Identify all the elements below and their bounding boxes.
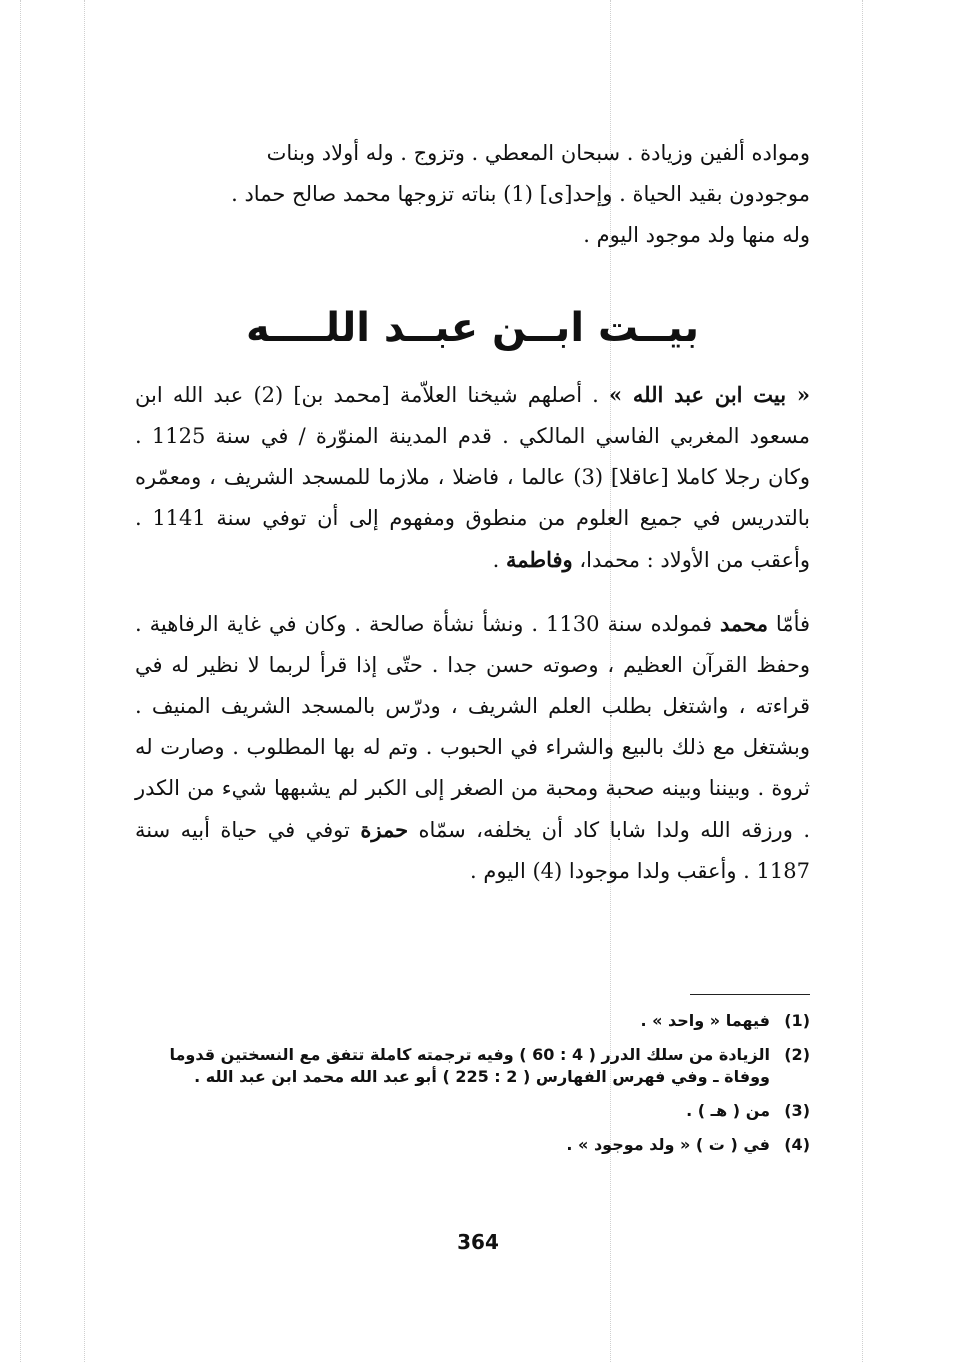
paragraph-end: توفي في حياة أبيه سنة 1187 . وأعقب ولدا موجودا (4) اليوم . xyxy=(135,818,810,883)
footnote-number: (3) xyxy=(784,1101,810,1120)
son-name-bold: حمزة xyxy=(360,817,409,842)
footnote-text: فيهما « واحد » . xyxy=(640,1011,770,1030)
family-name-bold: « بيت ابن عبد الله » xyxy=(609,382,810,407)
paragraph-start: فأمّا xyxy=(767,612,811,636)
footnote-number: (1) xyxy=(784,1011,810,1030)
footnote-number: (2) xyxy=(784,1045,810,1064)
paragraph-body: . أصلهم شيخنا العلاّمة [محمد بن] (2) عبد الله ابن مسعود المغربي الفاسي المالكي . قدم المدينة المنوّرة / في سنة 1125 . وكان رجلا كاملا [عاقلا] (3) عالما ، فاضلا ، ملازما للمسجد الشريف ، ومعمّره بالتدريس في جميع العلوم من منطوق ومفهوم إلى أن توفي سنة 1141 . وأعقب من الأولاد : محمدا، xyxy=(135,383,810,572)
section-heading: بيــت ابــن عبــد اللــــه xyxy=(246,305,699,351)
footnote xyxy=(135,1044,810,1088)
footnote-text: الزيادة من سلك الدرر ( 4 : 60 ) وفيه ترجمته كاملة تتفق مع النسختين قدوما ووفاة ـ وفي فهرس الفهارس ( 2 : 225 ) أبو عبد الله محمد ابن عبد الله . xyxy=(169,1045,770,1086)
scan-artifact-line xyxy=(862,0,863,1362)
paragraph-text xyxy=(135,603,810,892)
page-number: 364 xyxy=(457,1230,499,1254)
person-name-bold: محمد xyxy=(720,611,768,636)
footnote-text: من ( هـ ) . xyxy=(686,1101,770,1120)
child-name-bold: وفاطمة xyxy=(506,547,573,572)
text-line: ومواده ألفين وزيادة . سبحان المعطي . وتزوج . وله أولاد وبنات xyxy=(266,141,810,165)
scan-artifact-line xyxy=(20,0,21,1362)
top-paragraph xyxy=(135,133,810,256)
footnotes xyxy=(135,1010,810,1168)
paragraph-body: فمولده سنة 1130 . ونشأ نشأة صالحة . وكان في غاية الرفاهية . وحفظ القرآن العظيم ، وصوته حسن جدا . حتّى إذا قرأ لربما لا نظير له في قراءته ، واشتغل بطلب العلم الشريف ، ودرّس بالمسجد الشريف المنيف . وبشتغل مع ذلك بالبيع والشراء في الحبوب . وتم له بها المطلوب . وصارت له ثروة . وبيننا وبينه صحبة ومحبة من الصغر إلى الكبر لم يشبهها شيء من الكدر . ورزقه الله ولدا شابا كاد أن يخلفه، سمّاه xyxy=(135,612,810,842)
footnote xyxy=(135,1100,810,1122)
footnote-number: (4) xyxy=(784,1135,810,1154)
footnote-divider xyxy=(690,994,810,995)
paragraph-end: . xyxy=(492,548,506,572)
text-line: وله منها ولد موجود اليوم . xyxy=(583,223,810,247)
paragraph-muhammad xyxy=(135,603,810,892)
text-line: موجودون بقيد الحياة . وإحد[ى] (1) بناته تزوجها محمد صالح حماد . xyxy=(231,182,810,206)
paragraph-text xyxy=(135,374,810,581)
footnote xyxy=(135,1010,810,1032)
footnote xyxy=(135,1134,810,1156)
scan-artifact-line xyxy=(84,0,85,1362)
footnote-text: في ( ت ) « ولد موجود » . xyxy=(566,1135,770,1154)
paragraph-founder xyxy=(135,374,810,581)
